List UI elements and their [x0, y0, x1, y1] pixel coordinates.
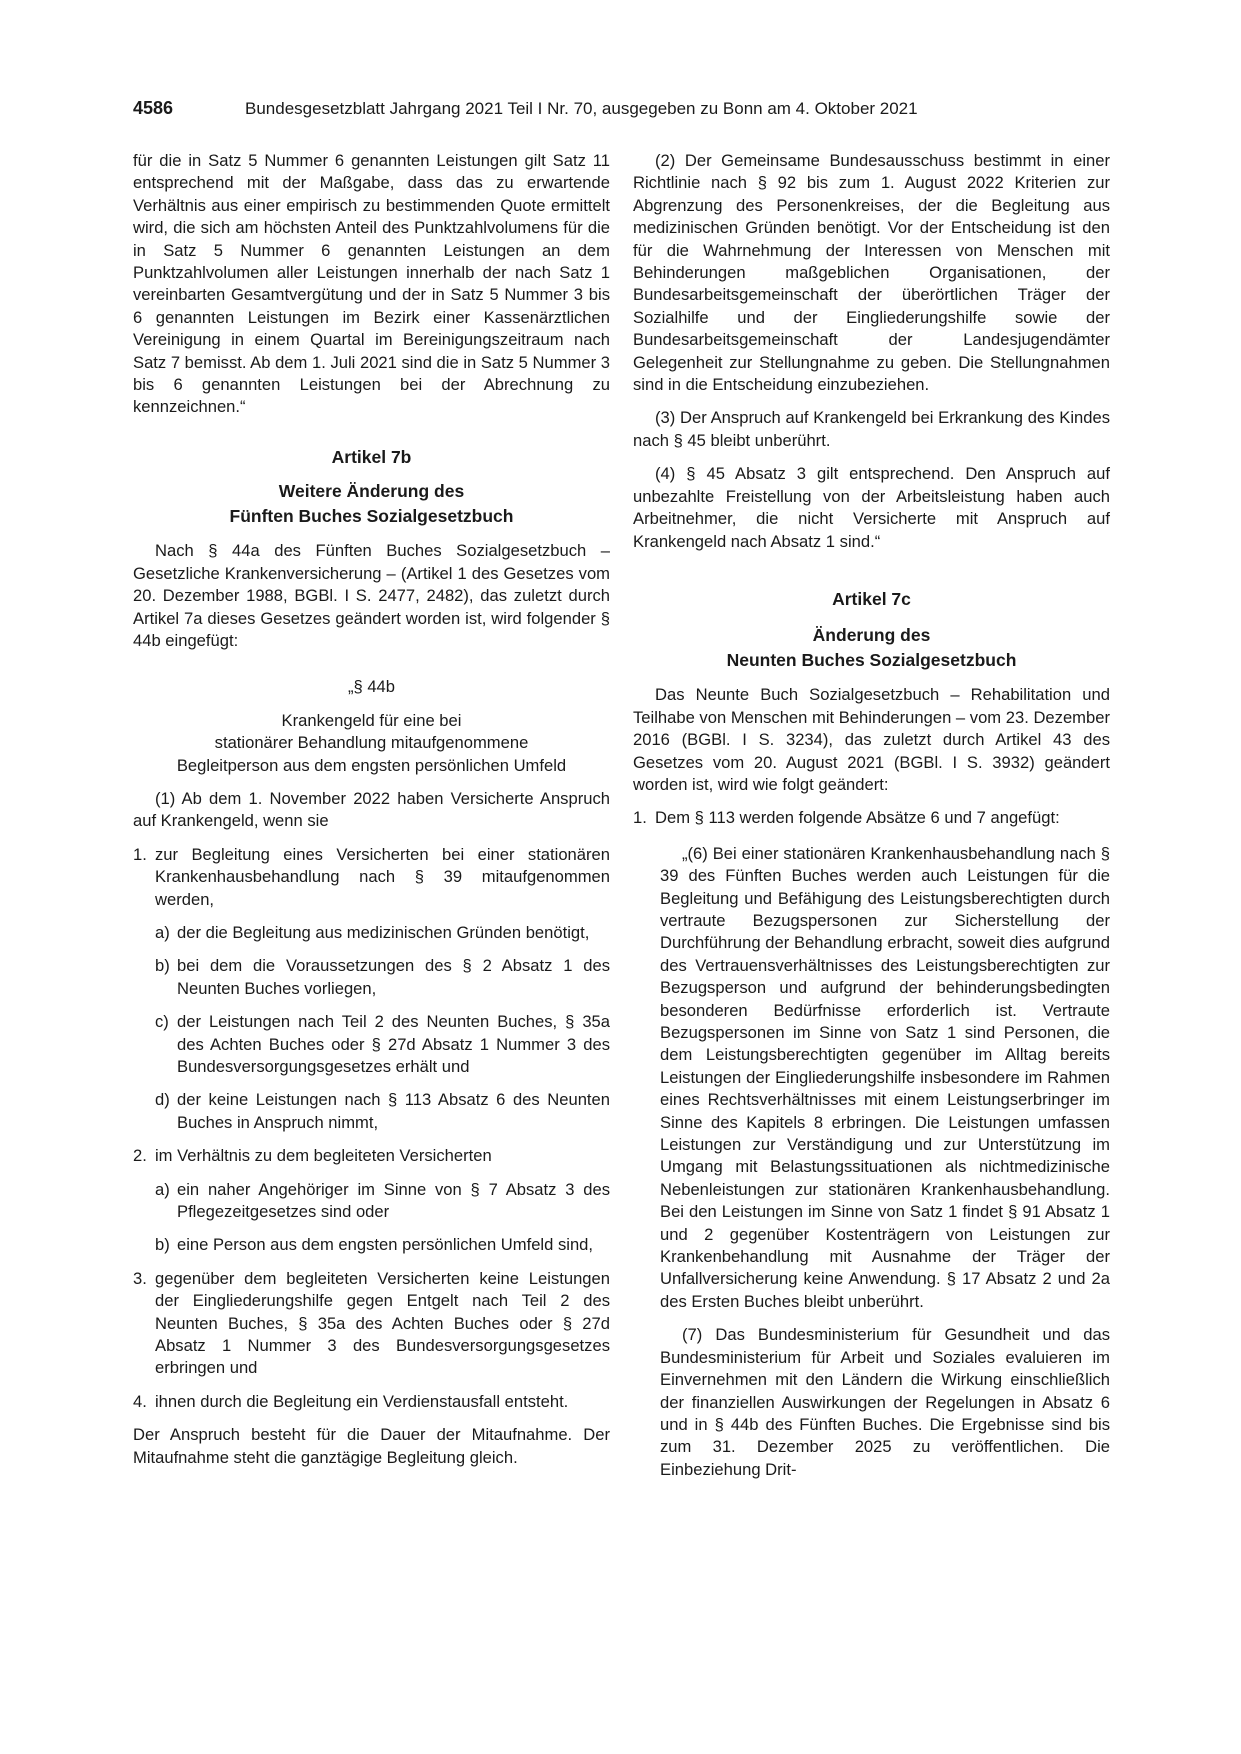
right-column — [633, 150, 1110, 1481]
intro-paragraph: für die in Satz 5 Nummer 6 genannten Leistungen gilt Satz 11 entsprechend mit der Maßgabe, dass das zu erwartende Verhältnis aus einer empirisch zu bestimmenden Quote ermittelt wird, die sich am höchsten Anteil des Punktzahlvolumens für die in Satz 5 Nummer 6 genannten Leistungen an dem Punktzahlvolumen aller Leistungen innerhalb der nach Satz 1 vereinbarten Gesamtvergütung und der in Satz 5 Nummer 3 bis 6 genannten Leistungen im Bezirk einer Kassenärztlichen Vereinigung in einem Quartal im Bereinigungszeitraum nach Satz 7 bemisst. Ab dem 1. Juli 2021 sind die in Satz 5 Nummer 3 bis 6 genannten Leistungen bei der Abrechnung zu kennzeichnen.“ — [133, 151, 610, 417]
list-text: zur Begleitung eines Versicherten bei einer stationären Krankenhausbehandlung nach § 39 mitaufgenommen werden, — [155, 844, 610, 909]
list-subitem — [133, 1011, 610, 1078]
list-text: ihnen durch die Begleitung ein Verdienstausfall entsteht. — [155, 1391, 569, 1411]
list-item — [133, 1145, 610, 1167]
running-title: Bundesgesetzblatt Jahrgang 2021 Teil I Nr. 70, ausgegeben zu Bonn am 4. Oktober 2021 — [245, 99, 918, 118]
quoted-paragraph-6: „(6) Bei einer stationären Krankenhausbehandlung nach § 39 des Fünften Buches werden auch Leistungen für die Begleitung und Befähigung des Leistungsberechtigten durch vertraute Bezugspersonen zur Sicherstellung der Durchführung der Behandlung erbracht, soweit dies aufgrund des Vertrauensverhältnisses des Leistungsberechtigten zur Bezugsperson und aufgrund der behinderungsbedingten besonderen Bedürfnisse erforderlich ist. Vertraute Bezugspersonen im Sinne von Satz 1 sind Personen, die dem Leistungsberechtigten gegenüber im Alltag bereits Leistungen der Eingliederungshilfe insbesondere im Rahmen eines Rechtsverhältnisses mit einem Leistungserbringer im Sinne des Kapitels 8 erbringen. Die Leistungen umfassen Leistungen zur Verständigung und zur Unterstützung im Umgang mit Belastungssituationen als nichtmedizinische Nebenleistungen zur stationären Krankenhausbehandlung. Bei den Leistungen im Sinne von Satz 1 findet § 91 Absatz 1 und 2 gegenüber Kostenträgern von Leistungen zur Krankenbehandlung mit Ausnahme der Träger der Unfallversicherung keine Anwendung. § 17 Absatz 2 und 2a des Ersten Buches bleibt unberührt. — [660, 843, 1110, 1311]
lead-paragraph: Das Neunte Buch Sozialgesetzbuch – Rehabilitation und Teilhabe von Menschen mit Behinderungen – vom 23. Dezember 2016 (BGBl. I S. 3234), das zuletzt durch Artikel 43 des Gesetzes vom 20. August 2021 (BGBl. I S. 3932) geändert worden ist, wird wie folgt geändert: — [633, 685, 1110, 794]
list-marker: c) — [155, 1012, 169, 1032]
list-subitem — [133, 955, 610, 1000]
article-7c-title: Artikel 7c — [832, 588, 911, 609]
list-marker: 2. — [133, 1146, 147, 1166]
section-title-line: Krankengeld für eine bei — [281, 710, 462, 730]
list-marker: 1. — [633, 808, 647, 828]
paragraph-1: (1) Ab dem 1. November 2022 haben Versicherte Anspruch auf Krankengeld, wenn sie — [133, 788, 610, 831]
list-marker: a) — [155, 1179, 170, 1199]
list-marker: b) — [155, 1235, 170, 1255]
list-subitem — [133, 1234, 610, 1256]
list-marker: b) — [155, 956, 170, 976]
heading-line: Weitere Änderung des — [278, 481, 465, 502]
section-title-line: stationärer Behandlung mitaufgenommene — [214, 733, 529, 753]
heading-line: Änderung des — [812, 625, 931, 646]
list-marker: 3. — [133, 1268, 147, 1288]
list-marker: 4. — [133, 1391, 147, 1411]
list-marker: 1. — [133, 844, 147, 864]
section-number: „§ 44b — [347, 677, 396, 697]
quoted-paragraph-7: (7) Das Bundesministerium für Gesundheit und das Bundesministerium für Arbeit und Soziales evaluieren im Einvernehmen mit den Ländern die Wirkung einschließlich der finanziellen Auswirkungen der Regelungen in Absatz 6 und in § 44b des Fünften Buches. Die Ergebnisse sind bis zum 31. Dezember 2025 zu veröffentlichen. Die Einbeziehung Drit- — [660, 1325, 1110, 1479]
list-text: bei dem die Voraussetzungen des § 2 Absatz 1 des Neunten Buches vorliegen, — [177, 956, 610, 998]
closing-paragraph: Der Anspruch besteht für die Dauer der Mitaufnahme. Der Mitaufnahme steht die ganztägige Begleitung gleich. — [133, 1425, 610, 1467]
heading-line: Fünften Buches Sozialgesetzbuch — [229, 506, 514, 527]
list-item — [133, 1391, 610, 1413]
list-item — [133, 1268, 610, 1380]
article-7b-title: Artikel 7b — [331, 446, 412, 467]
paragraph-2: (2) Der Gemeinsame Bundesausschuss bestimmt in einer Richtlinie nach § 92 bis zum 1. August 2022 Kriterien zur Abgrenzung des Personenkreises, der die Begleitung aus medizinischen Gründen benötigt. Vor der Entscheidung ist den für die Wahrnehmung der Interessen von Menschen mit Behinderungen maßgeblichen Organisationen, der Bundesarbeitsgemeinschaft der überörtlichen Träger der Sozialhilfe und der Eingliederungshilfe sowie der Bundesarbeitsgemeinschaft der Landesjugendämter Gelegenheit zur Stellungnahme zu geben. Die Stellungnahmen sind in die Entscheidung einzubeziehen. — [633, 151, 1110, 395]
page-header — [133, 98, 993, 128]
list-text: ein naher Angehöriger im Sinne von § 7 Absatz 3 des Pflegezeitgesetzes sind oder — [177, 1179, 610, 1222]
list-marker: d) — [155, 1090, 170, 1110]
list-text: der Leistungen nach Teil 2 des Neunten Buches, § 35a des Achten Buches oder § 27d Absatz 1 Nummer 3 des Bundesversorgungsgesetzes erhält und — [177, 1012, 610, 1076]
section-title-line: Begleitperson aus dem engsten persönlichen Umfeld — [176, 755, 567, 775]
article-7b-heading — [133, 479, 610, 529]
list-subitem — [133, 1179, 610, 1224]
list-subitem — [133, 1089, 610, 1134]
lead-paragraph: Nach § 44a des Fünften Buches Sozialgesetzbuch – Gesetzliche Krankenversicherung – (Artikel 1 des Gesetzes vom 20. Dezember 1988, BGBl. I S. 2477, 2482), das zuletzt durch Artikel 7a dieses Gesetzes geändert worden ist, wird folgender § 44b eingefügt: — [133, 541, 610, 650]
left-column — [133, 150, 610, 1469]
paragraph-3: (3) Der Anspruch auf Krankengeld bei Erkrankung des Kindes nach § 45 bleibt unberührt. — [633, 408, 1110, 450]
list-text: gegenüber dem begleiteten Versicherten keine Leistungen der Eingliederungshilfe gegen Entgelt nach Teil 2 des Neunten Buches, § 35a des Achten Buches oder § 27d Absatz 1 Nummer 3 des Bundesversorgungsgesetzes erbringen und — [155, 1268, 610, 1378]
list-text: im Verhältnis zu dem begleiteten Versicherten — [155, 1146, 492, 1166]
amendment-quote — [633, 843, 1110, 1481]
heading-line: Neunten Buches Sozialgesetzbuch — [726, 650, 1017, 671]
list-item — [133, 844, 610, 911]
list-text: Dem § 113 werden folgende Absätze 6 und 7 angefügt: — [655, 808, 1060, 828]
list-text: der die Begleitung aus medizinischen Gründen benötigt, — [177, 922, 590, 942]
article-7c-heading — [633, 623, 1110, 673]
list-subitem — [133, 922, 610, 944]
list-item — [633, 807, 1110, 829]
paragraph-4: (4) § 45 Absatz 3 gilt entsprechend. Den Anspruch auf unbezahlte Freistellung von der Arbeitsleistung haben auch Arbeitnehmer, die nicht Versicherte mit Anspruch auf Krankengeld nach Absatz 1 sind.“ — [633, 464, 1110, 551]
section-title — [133, 710, 610, 777]
list-text: eine Person aus dem engsten persönlichen Umfeld sind, — [177, 1235, 594, 1255]
list-text: der keine Leistungen nach § 113 Absatz 6 des Neunten Buches in Anspruch nimmt, — [177, 1090, 610, 1132]
page-number: 4586 — [133, 98, 174, 118]
list-marker: a) — [155, 922, 170, 942]
